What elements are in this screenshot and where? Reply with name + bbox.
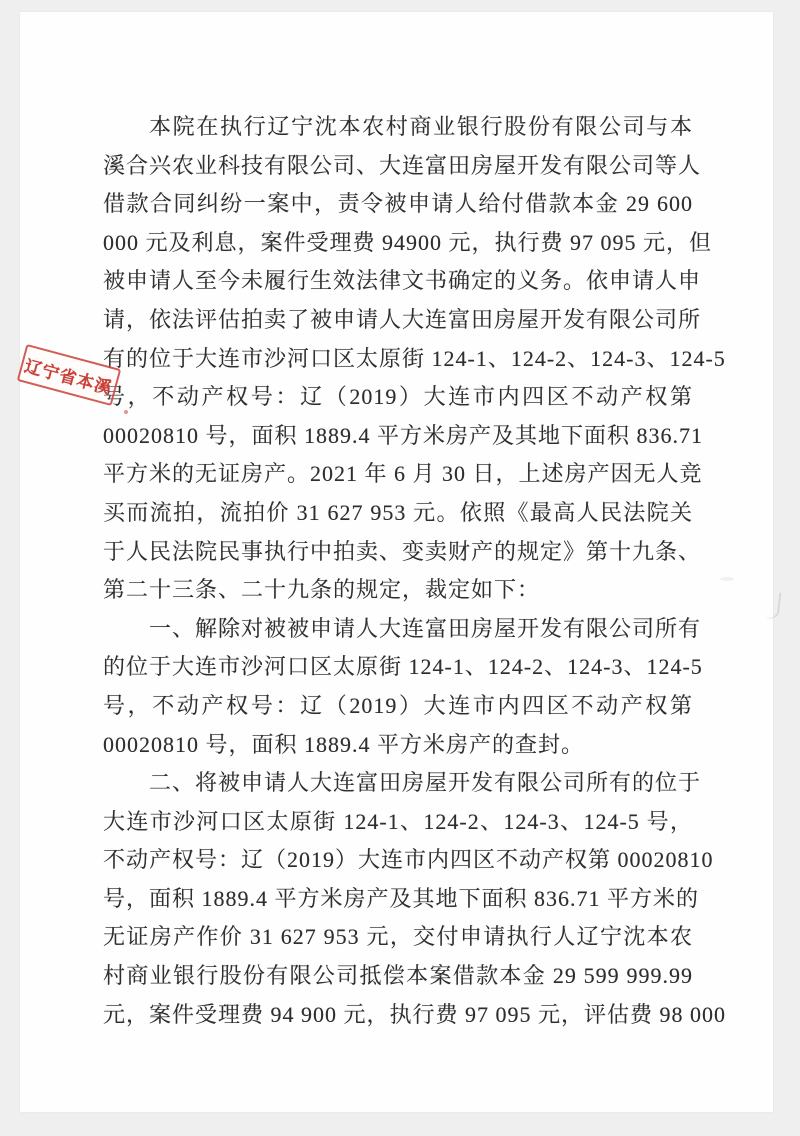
text-line: 二、将被申请人大连富田房屋开发有限公司所有的位于	[149, 770, 702, 796]
text-line: 被申请人至今未履行生效法律文书确定的义务。依申请人申	[103, 268, 702, 294]
text-line: 00020810 号，面积 1889.4 平方米房产及其地下面积 836.71	[103, 422, 704, 448]
text-line: 村商业银行股份有限公司抵偿本案借款本金 29 599 999.99	[103, 963, 693, 989]
text-line: 第二十三条、二十九条的规定，裁定如下：	[103, 577, 541, 603]
text-line: 溪合兴农业科技有限公司、大连富田房屋开发有限公司等人	[103, 152, 702, 178]
text-line: 的位于大连市沙河口区太原街 124-1、124-2、124-3、124-5	[103, 654, 703, 680]
text-line: 一、解除对被被申请人大连富田房屋开发有限公司所有	[149, 615, 702, 641]
text-line: 请，依法评估拍卖了被申请人大连富田房屋开发有限公司所	[103, 306, 702, 332]
text-line: 00020810 号，面积 1889.4 平方米房产的查封。	[103, 731, 585, 757]
text-line: 借款合同纠纷一案中，责令被申请人给付借款本金 29 600	[103, 191, 693, 217]
scan-artifact-mark	[767, 591, 782, 619]
scan-smudge	[720, 577, 734, 581]
text-line: 本院在执行辽宁沈本农村商业银行股份有限公司与本	[149, 114, 693, 139]
document-page	[20, 12, 773, 1112]
text-line: 大连市沙河口区太原街 124-1、124-2、124-3、124-5 号，	[103, 808, 693, 834]
text-line: 无证房产作价 31 627 953 元，交付申请执行人辽宁沈本农	[103, 924, 693, 950]
stamp-ink-dot	[124, 410, 128, 414]
text-line: 于人民法院民事执行中拍卖、变卖财产的规定》第十九条、	[103, 538, 702, 564]
text-line: 买而流拍，流拍价 31 627 953 元。依照《最高人民法院关	[103, 499, 693, 525]
text-line: 000 元及利息，案件受理费 94900 元，执行费 97 095 元，但	[103, 229, 713, 255]
text-line: 平方米的无证房产。2021 年 6 月 30 日，上述房产因无人竞	[103, 461, 703, 487]
text-line: 号，不动产权号：辽（2019）大连市内四区不动产权第	[103, 692, 693, 718]
text-line: 有的位于大连市沙河口区太原街 124-1、124-2、124-3、124-5	[103, 345, 726, 371]
text-line: 元，案件受理费 94 900 元，执行费 97 095 元，评估费 98 000	[103, 1001, 727, 1027]
document-body	[103, 108, 727, 1034]
text-line: 号，面积 1889.4 平方米房产及其地下面积 836.71 平方米的	[103, 885, 700, 911]
text-line: 号，不动产权号：辽（2019）大连市内四区不动产权第	[103, 384, 693, 410]
stamp-text: 辽宁省本溪	[22, 356, 115, 398]
text-line: 不动产权号：辽（2019）大连市内四区不动产权第 00020810	[103, 847, 714, 873]
